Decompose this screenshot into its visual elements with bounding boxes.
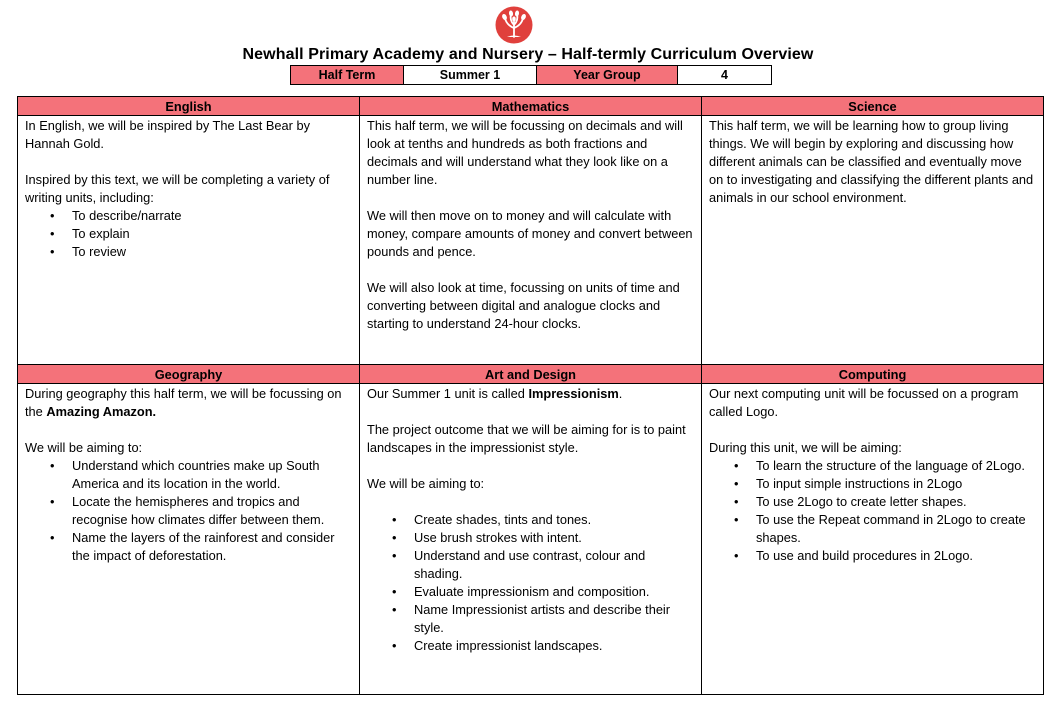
art-intro-text: Our Summer 1 unit is called	[367, 386, 529, 401]
list-item: • Create shades, tints and tones.	[367, 511, 695, 529]
list-item: • Locate the hemispheres and tropics and recognise how climates differ between them.	[25, 493, 353, 529]
list-item: • Use brush strokes with intent.	[367, 529, 695, 547]
list-item: • To explain	[25, 225, 353, 243]
art-outcome: The project outcome that we will be aiming for is to paint landscapes in the impressionist style.	[367, 422, 686, 455]
art-intro	[367, 385, 695, 403]
list-item: • To review	[25, 243, 353, 261]
list-item: • To learn the structure of the language of 2Logo.	[709, 457, 1037, 475]
english-list	[25, 207, 353, 261]
maths-heading: Mathematics	[360, 97, 702, 116]
art-heading: Art and Design	[360, 365, 702, 384]
school-logo-icon	[495, 6, 533, 44]
geography-intro-text: During geography this half term, we will be focussing on the	[25, 386, 342, 419]
computing-content	[702, 384, 1044, 695]
geography-intro	[25, 385, 353, 421]
list-item: • To describe/narrate	[25, 207, 353, 225]
science-text: This half term, we will be learning how to group living things. We will begin by exploring and discussing how different animals can be classified and eventually move on to investigating and classifying the different plants and animals in our school environment.	[709, 118, 1034, 205]
list-item: • To use and build procedures in 2Logo.	[709, 547, 1037, 565]
geography-aims-intro: We will be aiming to:	[25, 440, 143, 455]
year-group-value: 4	[678, 66, 772, 85]
list-item: • Evaluate impressionism and composition.	[367, 583, 695, 601]
art-content	[360, 384, 702, 695]
maths-time: We will also look at time, focussing on units of time and converting between digital and analogue clocks and starting to understand 24-hour clocks.	[367, 280, 680, 331]
term-info-table	[290, 65, 772, 85]
english-units-intro: Inspired by this text, we will be completing a variety of writing units, including:	[25, 172, 330, 205]
list-item: • Understand which countries make up South America and its location in the world.	[25, 457, 353, 493]
computing-heading: Computing	[702, 365, 1044, 384]
art-intro-end: .	[618, 386, 623, 401]
year-group-label: Year Group	[537, 66, 678, 85]
list-item: • Create impressionist landscapes.	[367, 637, 695, 655]
geography-content	[18, 384, 360, 695]
list-item: • To input simple instructions in 2Logo	[709, 475, 1037, 493]
geography-list	[25, 457, 353, 565]
computing-aims-intro: During this unit, we will be aiming:	[709, 440, 902, 455]
list-item: • To use 2Logo to create letter shapes.	[709, 493, 1037, 511]
maths-money: We will then move on to money and will calculate with money, compare amounts of money and convert between pounds and pence.	[367, 208, 693, 259]
art-aims-intro: We will be aiming to:	[367, 476, 485, 491]
computing-intro: Our next computing unit will be focussed on a program called Logo.	[709, 386, 1019, 419]
list-item: • Name Impressionist artists and describe their style.	[367, 601, 695, 637]
science-content	[702, 116, 1044, 365]
curriculum-grid	[17, 96, 1044, 695]
english-content	[18, 116, 360, 365]
half-term-value: Summer 1	[404, 66, 537, 85]
list-item: • To use the Repeat command in 2Logo to create shapes.	[709, 511, 1037, 547]
page-title: Newhall Primary Academy and Nursery – Half-termly Curriculum Overview	[242, 46, 814, 63]
art-topic: Impressionism	[528, 386, 619, 401]
list-item: • Name the layers of the rainforest and consider the impact of deforestation.	[25, 529, 353, 565]
maths-decimals: This half term, we will be focussing on decimals and will look at tenths and hundreds as both fractions and decimals and will understand what they look like on a number line.	[367, 118, 683, 187]
english-intro: In English, we will be inspired by The Last Bear by Hannah Gold.	[25, 118, 310, 151]
list-item: • Understand and use contrast, colour and shading.	[367, 547, 695, 583]
english-heading: English	[18, 97, 360, 116]
art-list	[367, 511, 695, 655]
science-heading: Science	[702, 97, 1044, 116]
geography-heading: Geography	[18, 365, 360, 384]
half-term-label: Half Term	[291, 66, 404, 85]
geography-topic: Amazing Amazon.	[46, 404, 157, 419]
maths-content	[360, 116, 702, 365]
computing-list	[709, 457, 1037, 565]
